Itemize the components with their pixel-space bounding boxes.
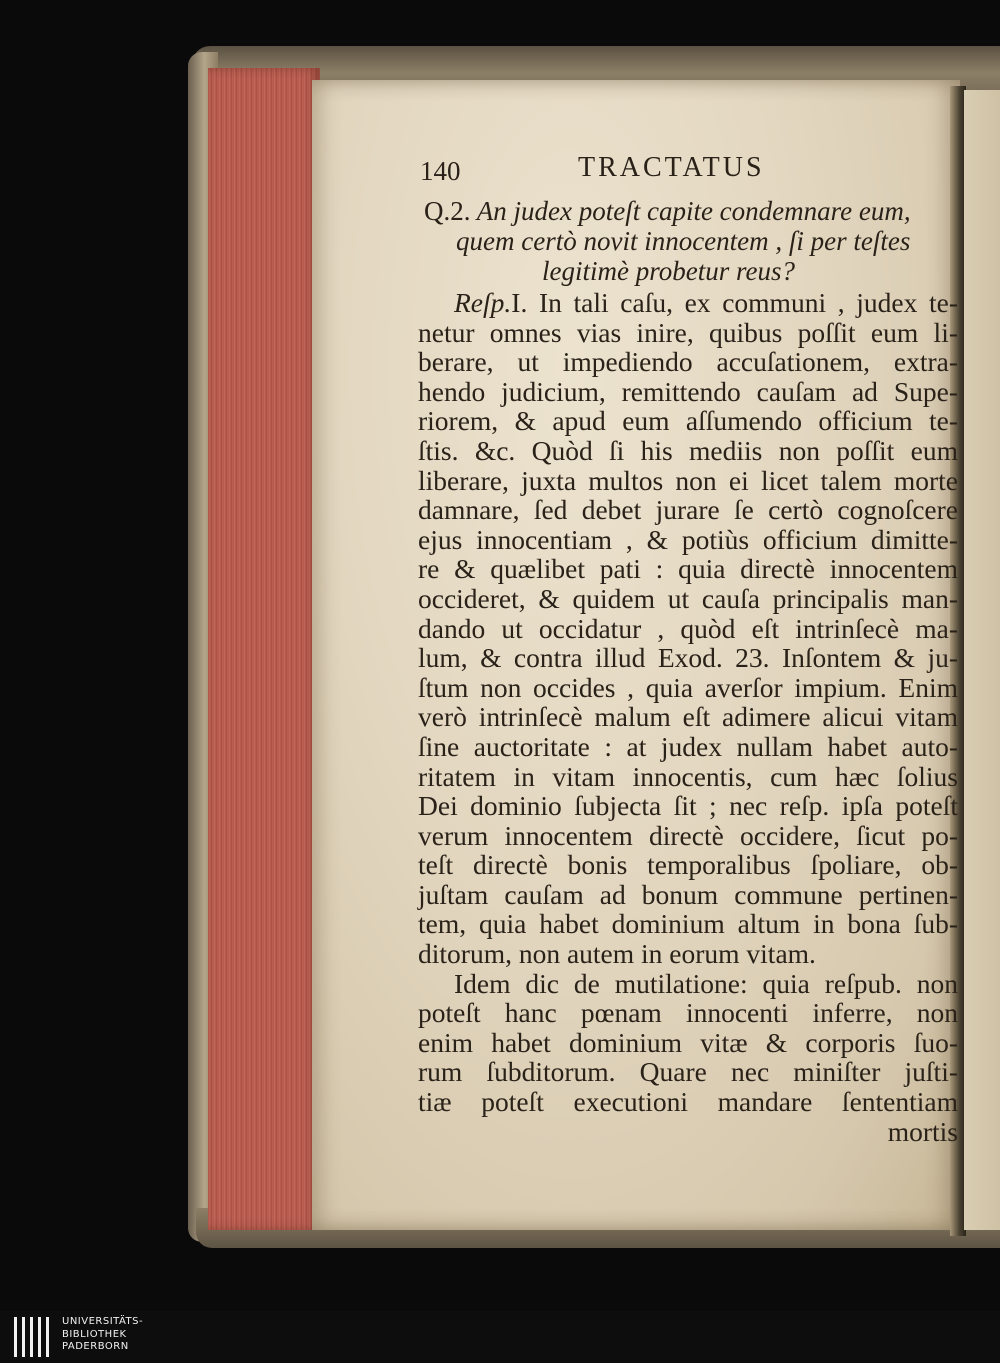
text-line: [418, 584, 958, 614]
text-line: [418, 791, 958, 821]
library-logo-text: [62, 1316, 143, 1354]
line-text: dando ut occidatur , quòd eſt intrinſecè ma-: [418, 612, 958, 644]
text-line: [418, 288, 958, 318]
text-line: [418, 614, 958, 644]
page-text: [418, 152, 958, 1146]
line-text: liberare, juxta multos non ei licet talem morte: [418, 464, 958, 496]
text-line: [418, 821, 958, 851]
red-page-edges: [208, 68, 320, 1230]
text-line: [418, 939, 958, 969]
text-line: tiæ poteſt executioni mandare ſententiam: [418, 1086, 958, 1118]
text-line: [418, 347, 958, 377]
line-text: re & quælibet pati : quia directè innocentem: [418, 553, 958, 585]
text-line: Idem dic de mutilatione: quia reſpub. non: [454, 967, 958, 999]
body-paragraph: [418, 969, 958, 1117]
page-number: 140: [420, 156, 461, 186]
line-text: ſine auctoritate : at judex nullam habet auto-: [418, 730, 958, 762]
question-text: An judex poteſt capite condemnare eum,: [476, 196, 911, 226]
text-line: [418, 850, 958, 880]
line-text: ſtis. &c. Quòd ſi his mediis non poſſit eum: [418, 434, 958, 466]
line-text: lum, & contra illud Exod. 23. Inſontem & ju-: [418, 642, 958, 674]
text-line: [418, 495, 958, 525]
line-text: verum innocentem directè occidere, ſicut po-: [418, 819, 958, 851]
line-text: riorem, & apud eum aſſumendo officium te-: [418, 405, 958, 437]
text-line: [418, 318, 958, 348]
text-line: [418, 673, 958, 703]
line-text: hendo judicium, remittendo cauſam ad Supe-: [418, 375, 958, 407]
catchword: mortis: [887, 1115, 958, 1147]
line-text: damnare, ſed debet jurare ſe certò cognoſcere: [418, 494, 958, 526]
logo-line: BIBLIOTHEK: [62, 1328, 127, 1340]
text-line: [418, 436, 958, 466]
question-label: Q.2.: [424, 196, 471, 226]
library-logo-icon: [14, 1317, 54, 1357]
text-line: poteſt hanc pœnam innocenti inferre, non: [418, 997, 958, 1029]
text-line: [418, 702, 958, 732]
text-line: enim habet dominium vitæ & corporis ſuo-: [418, 1026, 958, 1058]
line-text: ditorum, non autem in eorum vitam.: [418, 938, 816, 970]
text-line: [418, 643, 958, 673]
text-line: [418, 406, 958, 436]
line-text: berare, ut impediendo accuſationem, extra-: [418, 346, 958, 378]
line-text: verò intrinſecè malum eſt adimere alicui vitam: [418, 701, 958, 733]
text-line: rum ſubditorum. Quare nec miniſter juſti-: [418, 1056, 958, 1088]
question-line: quem certò novit innocentem , ſi per teſtes: [456, 226, 911, 256]
text-line: [418, 466, 958, 496]
footer-bar: [0, 1311, 1000, 1363]
line-text: occideret, & quidem ut cauſa principalis man-: [418, 582, 958, 614]
question-line: [424, 196, 958, 226]
logo-line: PADERBORN: [62, 1341, 129, 1352]
line-text: I. In tali caſu, ex communi , judex te-: [511, 287, 958, 318]
text-line: [418, 880, 958, 910]
line-text: ritatem in vitam innocentis, cum hæc ſolius: [418, 760, 958, 792]
line-text: teſt directè bonis temporalibus ſpoliare, ob-: [418, 849, 958, 881]
logo-line: UNIVERSITÄTS-: [62, 1316, 144, 1327]
line-text: ejus innocentiam , & potiùs officium dimitte-: [418, 523, 958, 555]
text-line: [418, 762, 958, 792]
running-head: [418, 152, 958, 196]
line-text: ſtum non occides , quia averſor impium. Enim: [418, 671, 958, 703]
facing-page-edge: [964, 90, 1000, 1230]
text-line: [418, 377, 958, 407]
text-line: [418, 909, 958, 939]
line-text: tem, quia habet dominium altum in bona ſub-: [418, 908, 958, 940]
text-line: [418, 554, 958, 584]
running-title: TRACTATUS: [578, 152, 765, 183]
question-line: legitimè probetur reus?: [542, 256, 795, 286]
text-line: [418, 732, 958, 762]
line-text: juſtam cauſam ad bonum commune pertinen-: [418, 878, 958, 910]
text-line: [418, 525, 958, 555]
body-paragraph: [418, 288, 958, 969]
line-text: Dei dominio ſubjecta ſit ; nec reſp. ipſa poteſt: [418, 790, 958, 822]
resp-label: Reſp.: [454, 287, 512, 318]
line-text: netur omnes vias inire, quibus poſſit eum li-: [418, 316, 958, 348]
